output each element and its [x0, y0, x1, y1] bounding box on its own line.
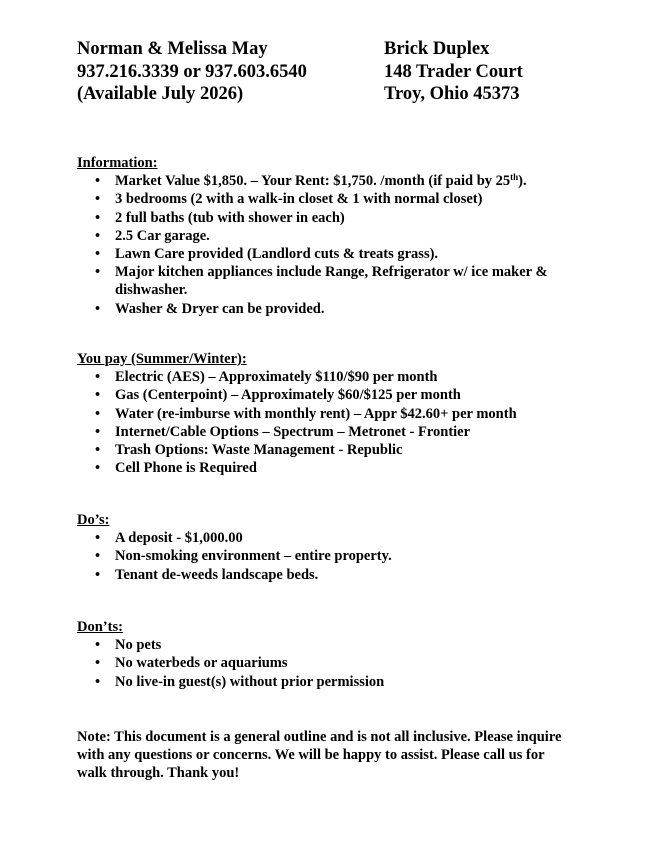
dos-list — [77, 529, 577, 584]
list-item: • Gas (Centerpoint) – Approximately $60/$125 per month — [77, 386, 577, 404]
list-item: • Lawn Care provided (Landlord cuts & treats grass). — [77, 245, 577, 263]
information-section — [77, 154, 577, 318]
rent-text: Market Value $1,850. – Your Rent: $1,750. /month (if paid by 25 — [115, 173, 511, 190]
city-state-zip: Troy, Ohio 45373 — [384, 84, 520, 104]
rent-text-end: ). — [518, 173, 527, 190]
list-item: • Washer & Dryer can be provided. — [77, 300, 577, 318]
list-item: • Water (re-imburse with monthly rent) – Appr $42.60+ per month — [77, 405, 577, 423]
property-address — [384, 38, 523, 106]
landlord-phone: 937.216.3339 or 937.603.6540 — [77, 61, 307, 82]
you-pay-section — [77, 350, 577, 477]
property-type: Brick Duplex — [384, 39, 490, 59]
landlord-contact — [77, 38, 307, 106]
section-title: Do’s: — [77, 512, 110, 528]
list-item: • Electric (AES) – Approximately $110/$90 per month — [77, 368, 577, 386]
list-item: • Major kitchen appliances include Range, Refrigerator w/ ice maker & dishwasher. — [77, 263, 577, 299]
street-address: 148 Trader Court — [384, 61, 523, 82]
list-item — [77, 172, 577, 190]
list-item: • Cell Phone is Required — [77, 459, 577, 477]
section-title: You pay (Summer/Winter): — [77, 351, 247, 367]
list-item: • No pets — [77, 636, 577, 654]
landlord-name: Norman & Melissa May — [77, 39, 268, 59]
closing-note: Note: This document is a general outline and is not all inclusive. Please inquire with any questions or concerns. We will be happy to assist. Please call us for walk through. Thank you! — [77, 729, 562, 782]
information-list — [77, 172, 577, 318]
list-item: • 2 full baths (tub with shower in each) — [77, 209, 577, 227]
you-pay-list — [77, 368, 577, 477]
list-item: • 3 bedrooms (2 with a walk-in closet & 1 with normal closet) — [77, 190, 577, 208]
list-item: • 2.5 Car garage. — [77, 227, 577, 245]
list-item: • Internet/Cable Options – Spectrum – Metronet - Frontier — [77, 423, 577, 441]
rent-superscript: th — [510, 172, 519, 183]
section-title: Information: — [77, 155, 158, 171]
donts-section — [77, 618, 577, 691]
list-item: • No waterbeds or aquariums — [77, 654, 577, 672]
dos-section — [77, 511, 577, 584]
donts-list — [77, 636, 577, 691]
list-item: • Non-smoking environment – entire property. — [77, 547, 577, 565]
section-title: Don’ts: — [77, 619, 123, 635]
list-item: • Tenant de-weeds landscape beds. — [77, 566, 577, 584]
list-item: • Trash Options: Waste Management - Republic — [77, 441, 577, 459]
list-item: • No live-in guest(s) without prior permission — [77, 673, 577, 691]
availability: (Available July 2026) — [77, 84, 244, 104]
list-item: • A deposit - $1,000.00 — [77, 529, 577, 547]
